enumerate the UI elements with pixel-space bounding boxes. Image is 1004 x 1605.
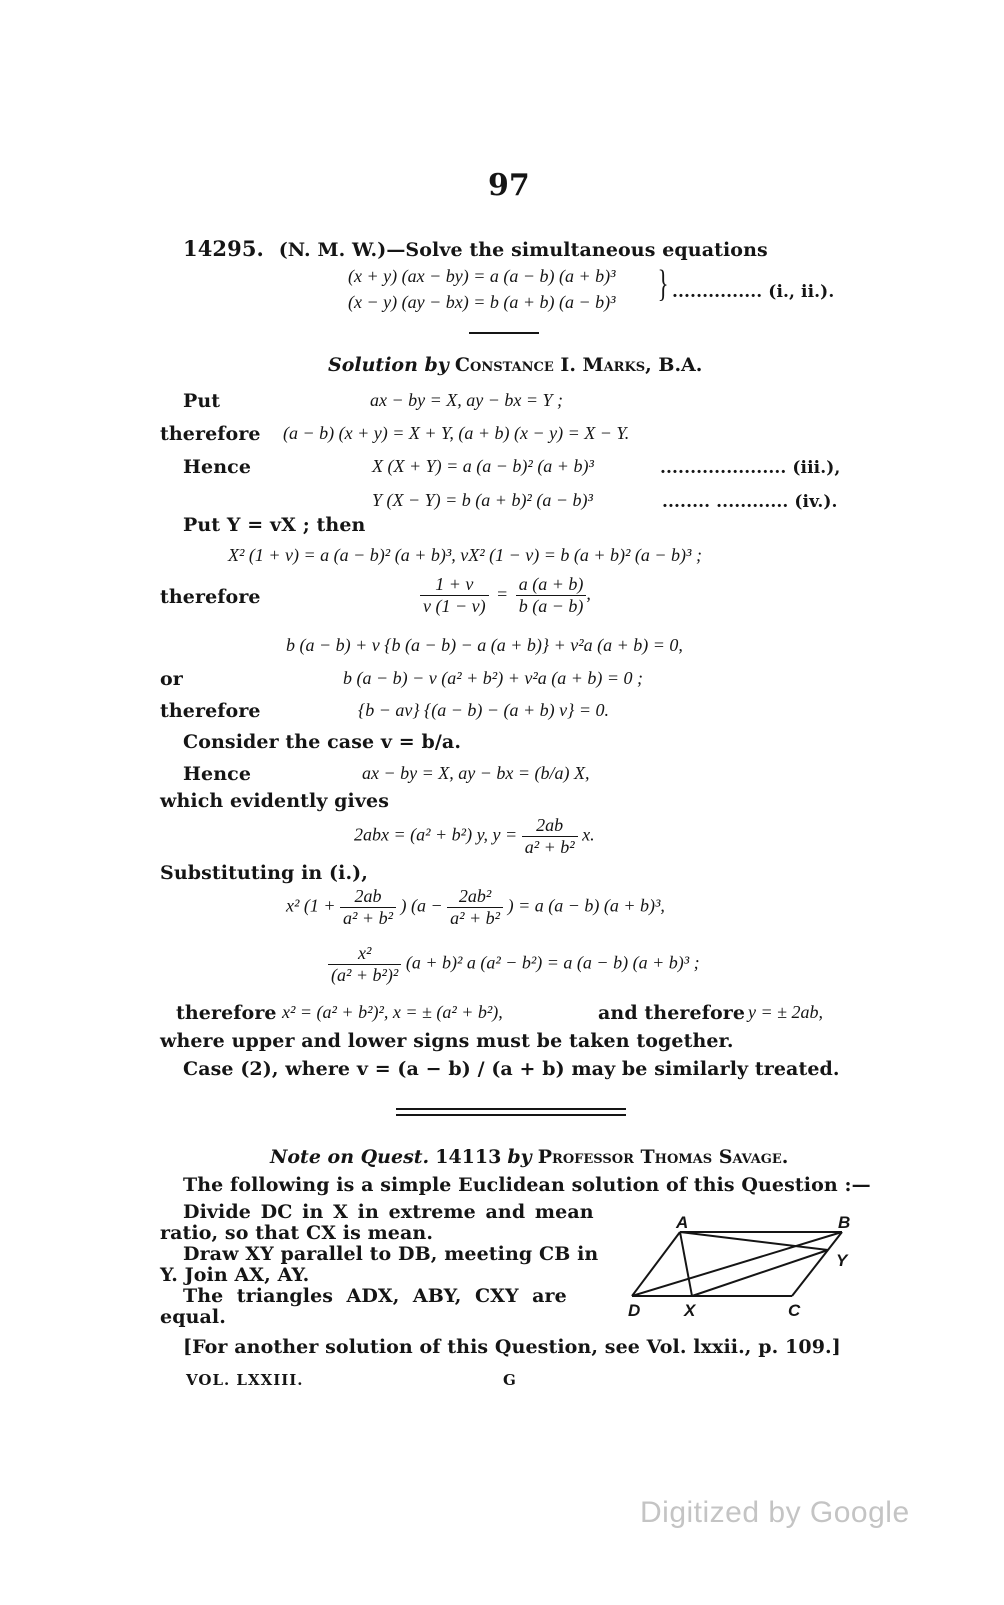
sub2-tail: (a + b)² a (a² − b²) = a (a − b) (a + b)³ ; [405, 952, 700, 973]
line-AY [680, 1232, 828, 1250]
gives-num: 2ab [522, 815, 578, 837]
sub1-f2-num: 2ab² [447, 886, 503, 908]
therefore-label: therefore [160, 586, 261, 608]
sub1-f2-den: a² + b² [450, 908, 501, 928]
page-number: 97 [488, 168, 530, 203]
hence-label: Hence [183, 763, 252, 785]
substituting-line: Substituting in (i.), [160, 862, 368, 884]
row-label: Hence [183, 456, 252, 478]
line-BC [792, 1232, 842, 1296]
signs-line: where upper and lower signs must be taken together. [160, 1030, 734, 1052]
substitution-eq-1 [286, 886, 665, 929]
factor-eq: {b − av} {(a − b) − (a + b) v} = 0. [358, 700, 609, 720]
put-v: Put Y = vX ; then [183, 514, 366, 536]
line-AD [632, 1232, 680, 1296]
short-rule [469, 332, 539, 334]
note-title-rest: Professor Thomas Savage. [537, 1146, 789, 1168]
note-p1b: ratio, so that CX is mean. [160, 1222, 434, 1244]
footer-volume: VOL. LXXIII. [186, 1371, 304, 1389]
gives-fraction [522, 815, 578, 858]
note-p3a: The triangles ADX, ABY, CXY are [183, 1285, 567, 1307]
brace-right: } [657, 263, 669, 305]
label-B: B [838, 1213, 851, 1232]
row-expr: ax − by = X, ay − bx = Y ; [370, 390, 564, 410]
label-D: D [628, 1301, 641, 1320]
row-ref: ..................... (iii.), [660, 458, 841, 478]
solution-by: Solution by [328, 354, 449, 376]
note-p1a: Divide DC in X in extreme and mean [183, 1201, 594, 1223]
fraction-tail: , [586, 583, 591, 604]
row-label: Put [183, 390, 221, 412]
label-X: X [684, 1301, 696, 1320]
note-p2b: Y. Join AX, AY. [160, 1264, 310, 1286]
question-eq-ref: ............... (i., ii.). [672, 282, 835, 302]
label-A: A [676, 1213, 689, 1232]
gives-den: a² + b² [524, 837, 575, 857]
evidently-line: which evidently gives [160, 790, 389, 812]
fraction-right-num: a (a + b) [516, 574, 587, 596]
gives-lhs: 2abx = (a² + b²) y, y = [354, 824, 518, 845]
sub1-c: ) = a (a − b) (a + b)³, [507, 895, 665, 916]
result-label: therefore [176, 1002, 277, 1024]
result-1: x² = (a² + b²)², x = ± (a² + b²), [282, 1002, 503, 1022]
note-p3b: equal. [160, 1306, 226, 1328]
sub2-den: (a² + b²)² [331, 965, 399, 985]
sub1-f1-num: 2ab [340, 886, 396, 908]
question-header [183, 236, 768, 261]
result-2: y = ± 2ab, [748, 1002, 824, 1022]
or-label: or [160, 668, 183, 690]
sub2-num: x² [328, 943, 401, 965]
double-rule-bottom [396, 1114, 626, 1116]
fraction-right-den: b (a − b) [518, 596, 584, 616]
eq-v: X² (1 + v) = a (a − b)² (a + b)³, vX² (1 − v) = b (a + b)² (a − b)³ ; [228, 545, 702, 565]
sub1-b: ) (a − [400, 895, 443, 916]
fraction-eq: $\frac{1 + v}{v (1 - v)}$ = $\frac{a (a + b)}{b (a - b)}$ , [420, 574, 591, 617]
sub1-f1-den: a² + b² [343, 908, 393, 928]
note-title-italic: Note on Quest. [270, 1146, 430, 1168]
expand-1: b (a − b) + v {b (a − b) − a (a + b)} + v²a (a + b) = 0, [286, 635, 683, 655]
sub1-a: x² (1 + [286, 895, 336, 916]
line-DB [632, 1232, 842, 1296]
gives-eq [354, 815, 595, 858]
note-ref: [For another solution of this Question, see Vol. lxxii., p. 109.] [183, 1336, 841, 1358]
note-p2a: Draw XY parallel to DB, meeting CB in [183, 1243, 599, 1265]
question-intro: (N. M. W.)—Solve the simultaneous equations [278, 239, 768, 261]
question-number: 14295. [183, 236, 264, 261]
question-eq2: (x − y) (ay − bx) = b (a + b) (a − b)³ [348, 292, 616, 312]
result-mid: and therefore [598, 1002, 746, 1024]
solution-byline [328, 354, 702, 376]
note-line-1: The following is a simple Euclidean solution of this Question :— [183, 1174, 871, 1196]
row-expr: X (X + Y) = a (a − b)² (a + b)³ [372, 456, 594, 476]
question-eq1: (x + y) (ax − by) = a (a − b) (a + b)³ [348, 266, 616, 286]
watermark: Digitized by Google [640, 1496, 910, 1529]
substitution-eq-2 [328, 943, 700, 986]
gives-tail: x. [582, 824, 595, 845]
sub1-fraction-2 [447, 886, 503, 929]
note-title-by: by [507, 1146, 532, 1168]
solution-author: Constance I. Marks, B.A. [454, 354, 703, 376]
row-label: therefore [160, 423, 261, 445]
expand-2: b (a − b) − v (a² + b²) + v²a (a + b) = 0 ; [343, 668, 644, 688]
consider-line: Consider the case v = b/a. [183, 731, 462, 753]
therefore-label: therefore [160, 700, 261, 722]
row-expr: (a − b) (x + y) = X + Y, (a + b) (x − y) = X − Y. [283, 423, 630, 443]
double-rule-top [396, 1108, 626, 1110]
label-Y: Y [836, 1251, 848, 1270]
line-AX [680, 1232, 692, 1296]
note-title-num: 14113 [435, 1146, 502, 1168]
note-title [270, 1146, 788, 1168]
label-C: C [788, 1301, 801, 1320]
fraction-left-den: v (1 − v) [423, 596, 486, 616]
footer-signature: G [503, 1371, 516, 1389]
sub2-fraction [328, 943, 401, 986]
euclid-figure [620, 1212, 860, 1324]
case2-line: Case (2), where v = (a − b) / (a + b) may be similarly treated. [183, 1058, 840, 1080]
sub1-fraction-1 [340, 886, 396, 929]
row-expr: Y (X − Y) = b (a + b)² (a − b)³ [372, 490, 593, 510]
row-ref: ........ ............ (iv.). [662, 492, 838, 512]
fraction-right [516, 574, 587, 617]
fraction-left-num: 1 + v [420, 574, 489, 596]
hence-expr: ax − by = X, ay − bx = (b/a) X, [362, 763, 590, 783]
fraction-left [420, 574, 489, 617]
